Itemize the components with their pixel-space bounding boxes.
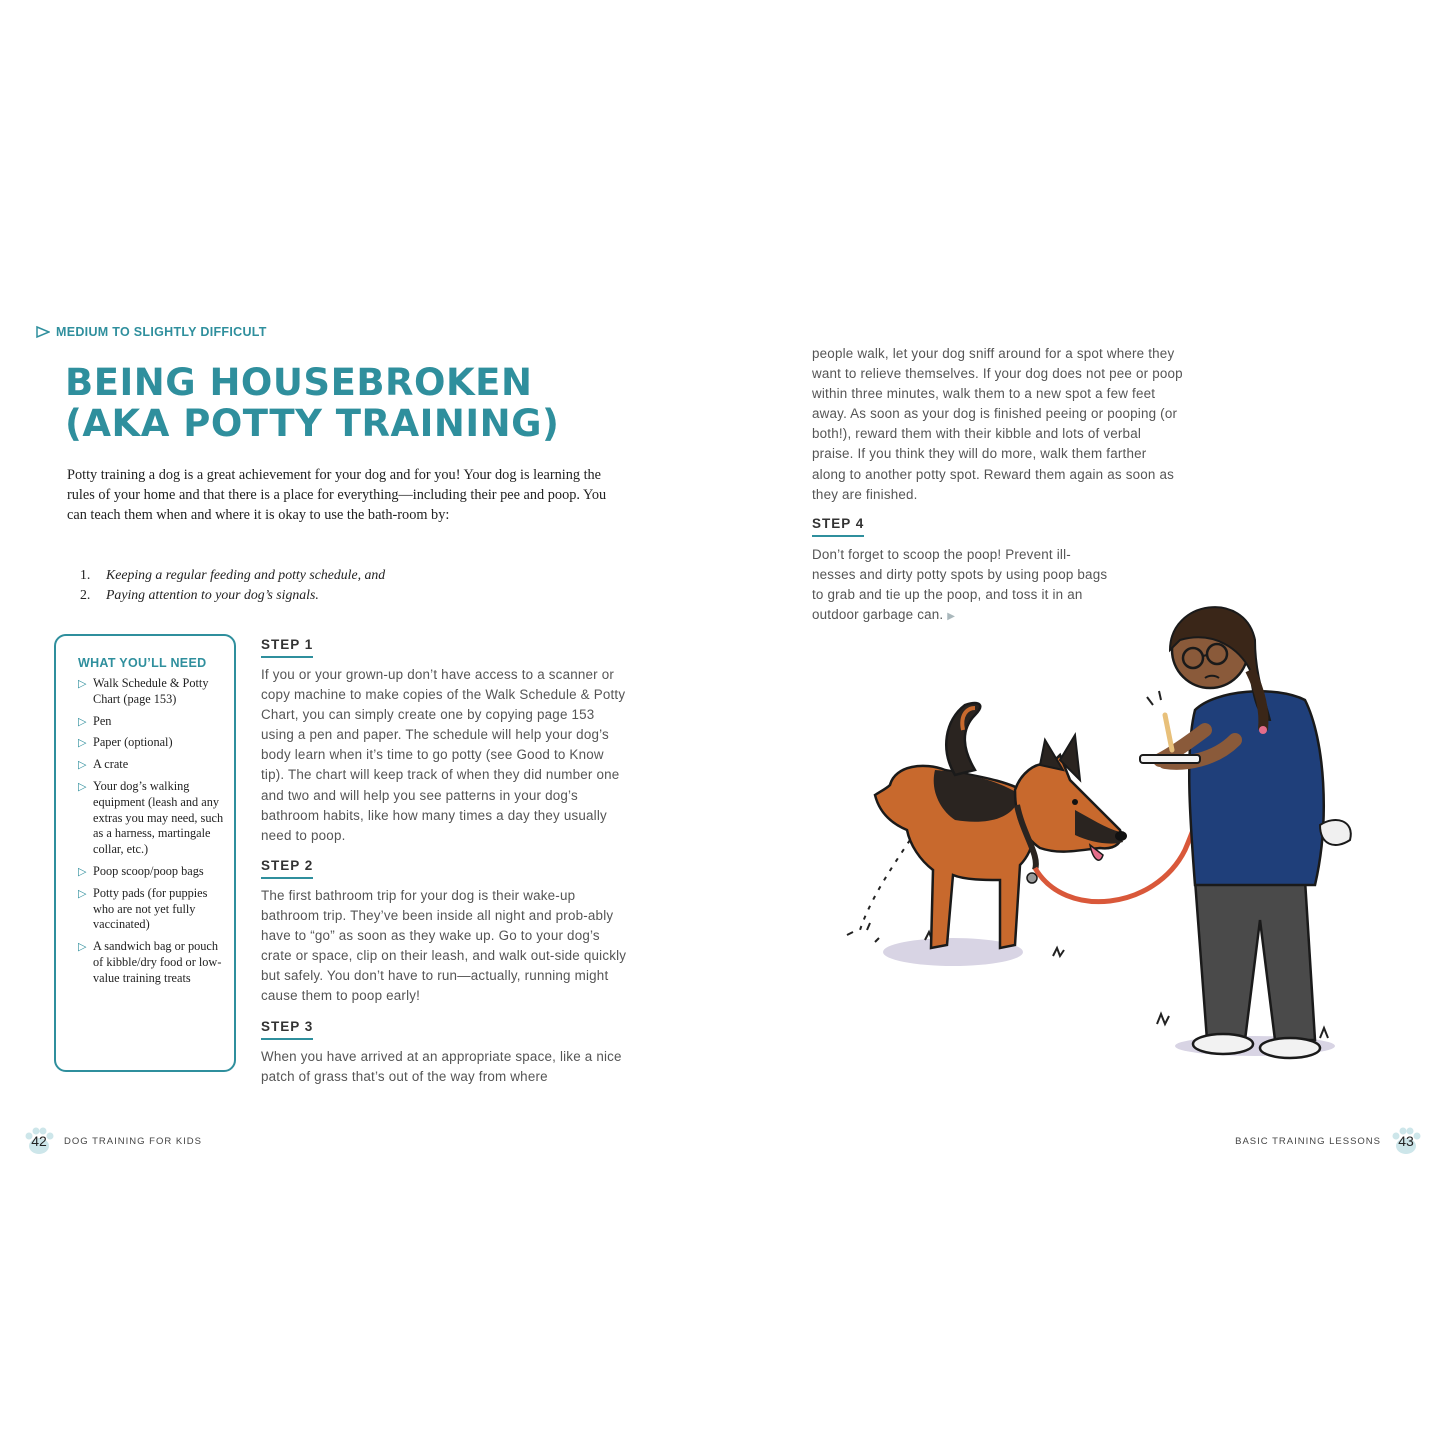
- arrow-bullet-icon: ▷: [78, 677, 87, 690]
- needs-title: WHAT YOU’LL NEED: [78, 656, 207, 670]
- list-item: [80, 585, 580, 605]
- list-text: Keeping a regular feeding and potty schedule, and: [106, 567, 386, 582]
- step-2-heading: STEP 2: [261, 858, 313, 879]
- step-3-text-b: people walk, let your dog sniff around for a spot where they want to relieve themselves. If your dog does not pee or poop within three minutes, walk them to a new spot a few feet away. As soon as your dog is finished peeing or pooping (or both!), reward them with their kibble and lots of verbal praise. If you think they will do more, walk them farther along to another potty spot. Reward them again as soon as they are finished.: [812, 346, 1183, 502]
- need-text: Poop scoop/poop bags: [93, 863, 204, 878]
- numbered-list: [80, 565, 580, 605]
- step-4-heading: STEP 4: [812, 516, 864, 537]
- need-item: [78, 939, 224, 986]
- need-item: [78, 779, 224, 858]
- need-text: Pen: [93, 713, 112, 728]
- page-title: [65, 362, 625, 444]
- arrow-bullet-icon: ▷: [78, 779, 87, 793]
- title-line-2: (AKA POTTY TRAINING): [65, 402, 560, 445]
- pee-stream-icon: [847, 840, 910, 942]
- what-you-need-box: [54, 634, 236, 1072]
- arrow-bullet-icon: ▷: [78, 758, 87, 772]
- need-item: [78, 735, 224, 751]
- arrow-bullet-icon: ▷: [78, 886, 87, 900]
- arrow-bullet-icon: ▷: [78, 714, 87, 728]
- need-text: Your dog’s walking equipment (leash and any extras you may need, such as a harness, martingale collar, etc.): [93, 778, 224, 857]
- list-number: 1.: [80, 567, 91, 582]
- paw-icon: [1391, 1126, 1421, 1156]
- list-text: Paying attention to your dog’s signals.: [106, 587, 319, 602]
- need-text: Walk Schedule & Potty Chart (page 153): [93, 676, 209, 706]
- page-number-right: 43: [1398, 1133, 1414, 1149]
- arrow-bullet-icon: ▷: [78, 940, 87, 954]
- list-number: 2.: [80, 587, 91, 602]
- arrow-bullet-icon: ▷: [78, 736, 87, 750]
- footer-right: [1235, 1126, 1421, 1156]
- step-1-heading: STEP 1: [261, 637, 313, 658]
- girl-and-dog-illustration: [835, 580, 1375, 1080]
- arrow-bullet-icon: ▷: [78, 864, 87, 878]
- need-text: Potty pads (for puppies who are not yet fully vaccinated): [93, 885, 208, 932]
- footer-book-title: DOG TRAINING FOR KIDS: [64, 1135, 203, 1147]
- step-3-heading: STEP 3: [261, 1019, 313, 1040]
- intro-paragraph: Potty training a dog is a great achievement for your dog and for you! Your dog is learning the rules of your home and that there is a place for everything—including their pee and poop. You can teach them when and where it is okay to use the bath-room by:: [67, 467, 607, 524]
- need-item: [78, 714, 224, 730]
- triangle-bullet-icon: [36, 325, 50, 339]
- need-text: Paper (optional): [93, 735, 173, 750]
- need-text: A sandwich bag or pouch of kibble/dry food or low-value training treats: [93, 939, 222, 985]
- need-text: A crate: [93, 757, 129, 772]
- girl: [1140, 607, 1351, 1058]
- need-item: [78, 864, 224, 880]
- footer-left: [24, 1126, 202, 1156]
- dog: [875, 703, 1127, 948]
- page-number-left: 42: [31, 1133, 47, 1149]
- difficulty-label: [36, 325, 267, 339]
- paw-icon: [24, 1126, 54, 1156]
- need-item: [78, 886, 224, 933]
- title-line-1: BEING HOUSEBROKEN: [65, 361, 533, 404]
- need-item: [78, 757, 224, 773]
- step-2-text: The first bathroom trip for your dog is their wake-up bathroom trip. They’ve been inside all night and prob-ably have to “go” as soon as they wake up. Go to your dog’s crate or space, clip on their leash, and walk out-side quickly but safely. You don’t have to run—actually, running might cause them to poop early!: [261, 888, 627, 1004]
- footer-chapter-title: BASIC TRAINING LESSONS: [1235, 1135, 1381, 1147]
- end-triangle-icon: ▶: [947, 611, 956, 623]
- list-item: [80, 565, 580, 585]
- difficulty-text: MEDIUM TO SLIGHTLY DIFFICULT: [56, 325, 267, 339]
- step-3-text-a: When you have arrived at an appropriate space, like a nice patch of grass that’s out of the way from where: [261, 1049, 622, 1085]
- step-1-text: If you or your grown-up don’t have access to a scanner or copy machine to make copies of the Walk Schedule & Potty Chart, you can simply create one by copying page 153 using a pen and paper. The schedule will help your dog’s body learn when it’s time to go potty (see Good to Know tip). The chart will keep track of when they did number one and two and will help you see patterns in your dog’s bathroom habits, like how many times a day they usually need to poop.: [261, 667, 626, 843]
- step-4-body: Don’t forget to scoop the poop! Prevent ill-nesses and dirty potty spots by using poop bags to grab and tie up the poop, and toss it in an outdoor garbage can.: [812, 547, 1108, 623]
- need-item: [78, 676, 224, 708]
